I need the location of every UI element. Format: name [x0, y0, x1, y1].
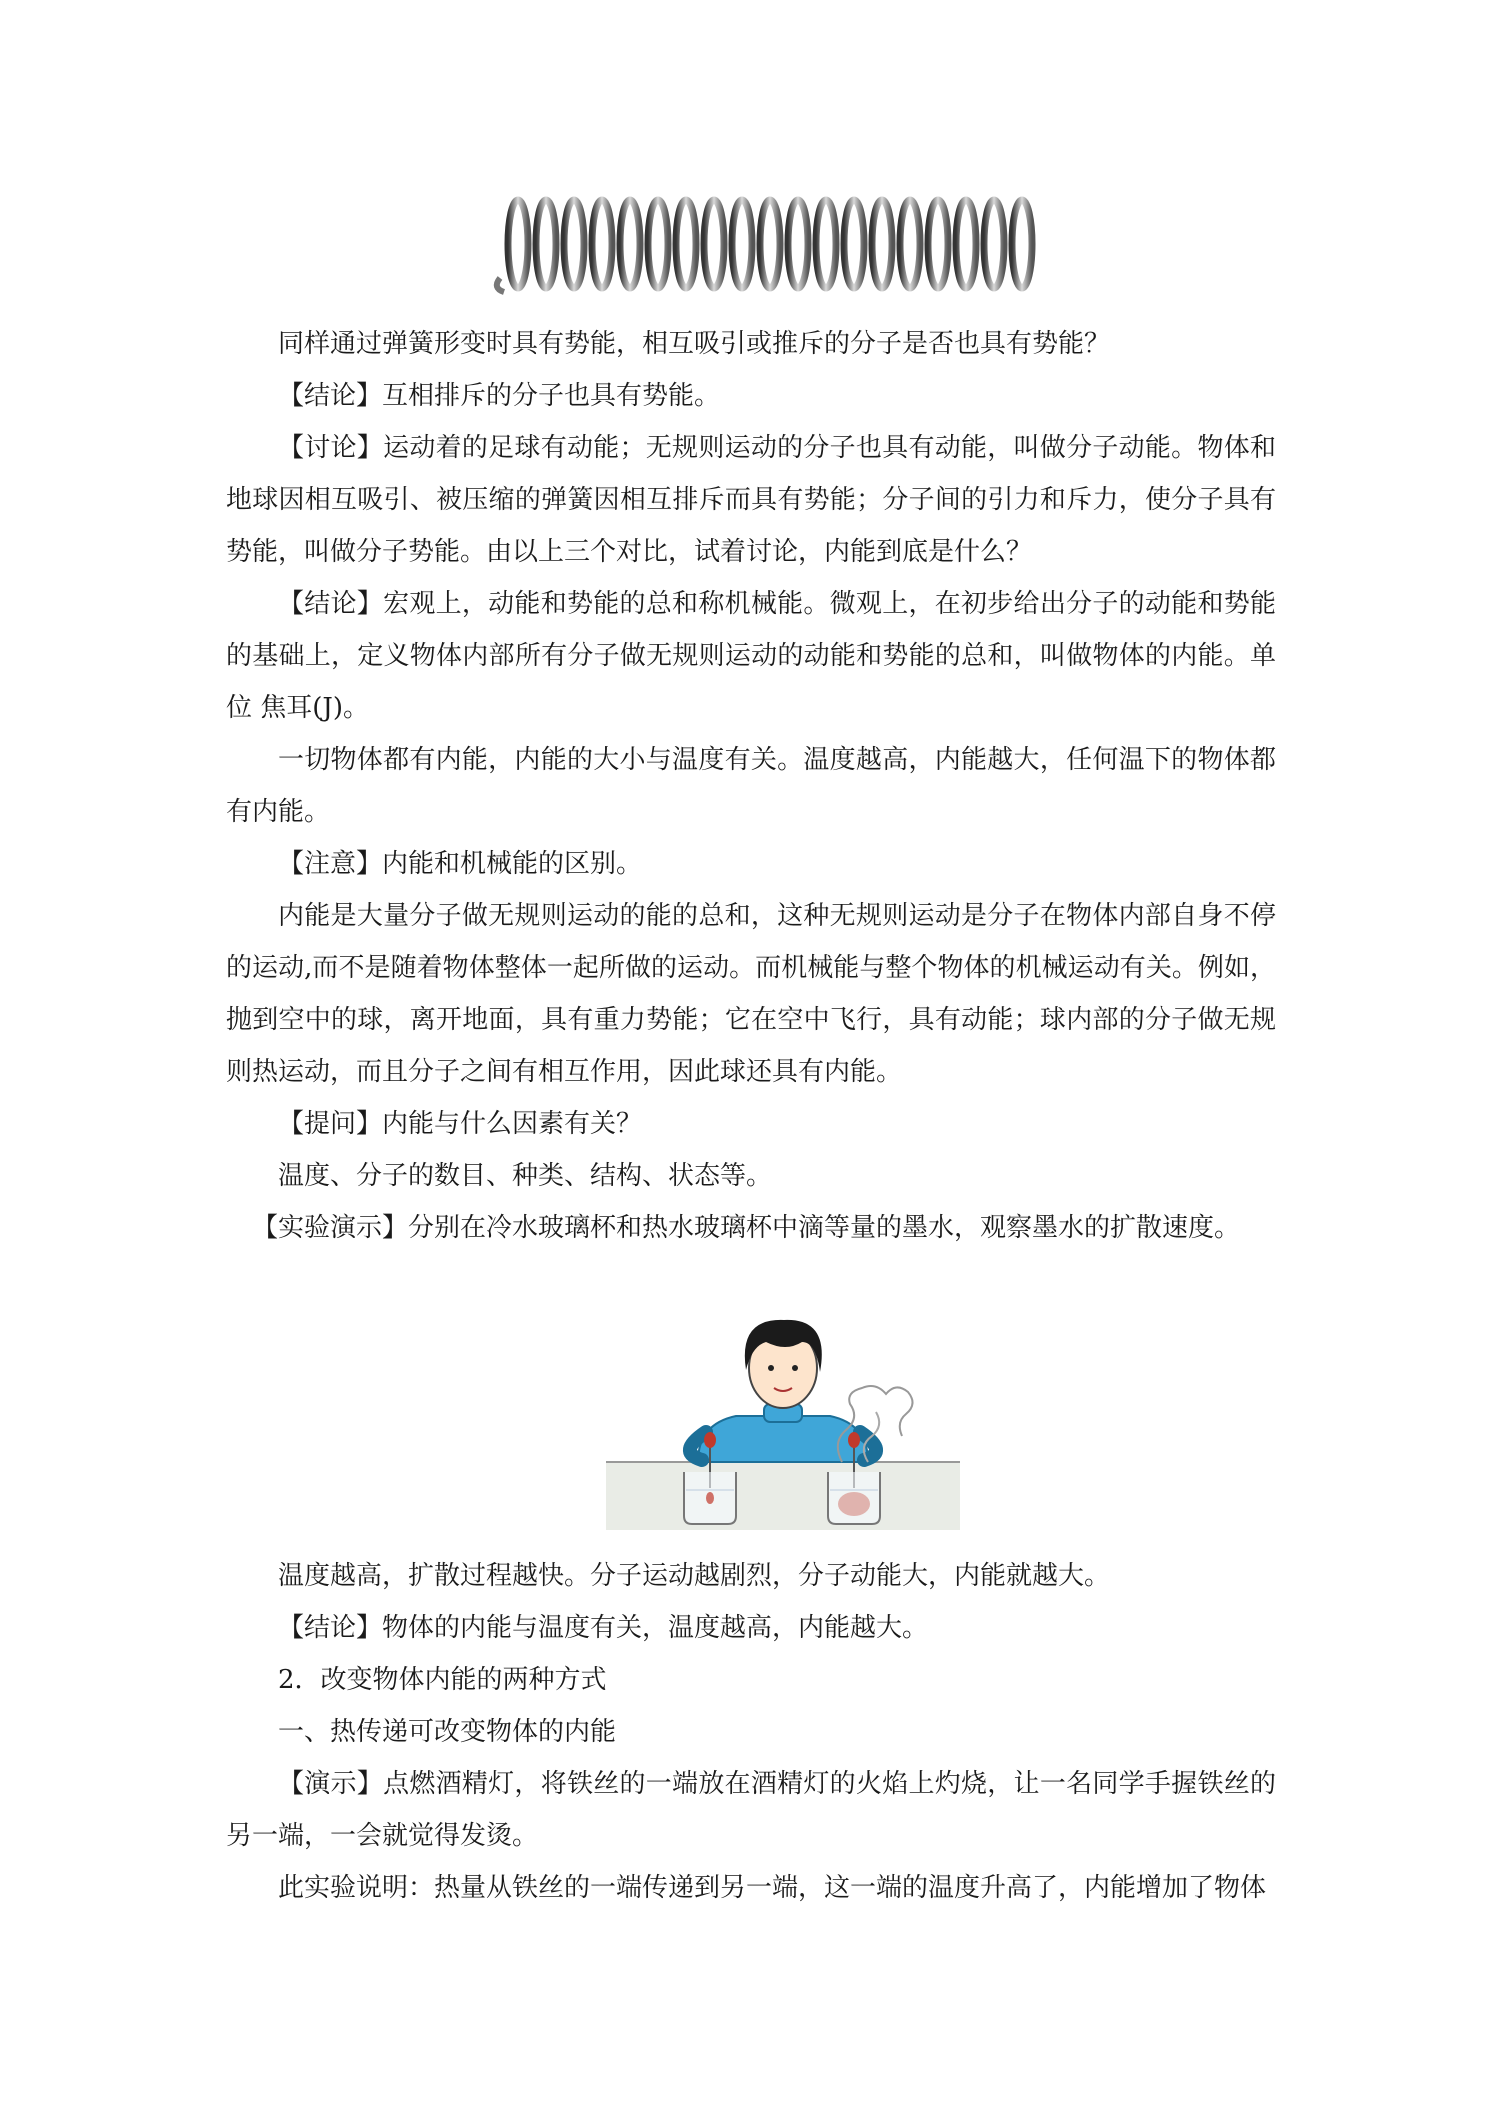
- spring-coil: [564, 200, 584, 288]
- spring-coil: [592, 200, 612, 288]
- spring-coil: [732, 200, 752, 288]
- spring-coil: [788, 200, 808, 288]
- paragraph: 一切物体都有内能，内能的大小与温度有关。温度越高，内能越大，任何温下的物体都有内能。: [226, 745, 1276, 827]
- spring-coil: [1012, 200, 1032, 288]
- spring-coil: [900, 200, 920, 288]
- spring-coil: [816, 200, 836, 288]
- spring-coil: [872, 200, 892, 288]
- spring-coil: [508, 200, 528, 288]
- paragraph: 【结论】互相排斥的分子也具有势能。: [278, 381, 721, 411]
- spring-coil: [620, 200, 640, 288]
- spring-coil: [676, 200, 696, 288]
- paragraph: 温度越高，扩散过程越快。分子运动越剧烈，分子动能大，内能就越大。: [278, 1561, 1111, 1591]
- spring-coil: [648, 200, 668, 288]
- paragraph: 【演示】点燃酒精灯，将铁丝的一端放在酒精灯的火焰上灼烧，让一名同学手握铁丝的另一端，一会就觉得发烫。: [226, 1769, 1276, 1851]
- spring-coil: [984, 200, 1004, 288]
- paragraph: 同样通过弹簧形变时具有势能，相互吸引或推斥的分子是否也具有势能？: [278, 329, 1111, 359]
- paragraph: 【讨论】运动着的足球有动能；无规则运动的分子也具有动能，叫做分子动能。物体和地球因相互吸引、被压缩的弹簧因相互排斥而具有势能；分子间的引力和斥力，使分子具有势能，叫做分子势能。由以上三个对比，试着讨论，内能到底是什么？: [226, 433, 1276, 567]
- paragraph: 此实验说明：热量从铁丝的一端传递到另一端，这一端的温度升高了，内能增加了物体: [278, 1873, 1267, 1903]
- spring-coil: [844, 200, 864, 288]
- paragraph: 【注意】内能和机械能的区别。: [278, 849, 643, 879]
- paragraph: 2．改变物体内能的两种方式: [278, 1665, 607, 1695]
- paragraph: 【提问】内能与什么因素有关？: [278, 1109, 643, 1139]
- paragraph: 【结论】物体的内能与温度有关，温度越高，内能越大。: [278, 1613, 929, 1643]
- table-surface: [606, 1462, 960, 1530]
- paragraph: 【结论】宏观上，动能和势能的总和称机械能。微观上，在初步给出分子的动能和势能的基础上，定义物体内部所有分子做无规则运动的动能和势能的总和，叫做物体的内能。单位 焦耳(J)。: [226, 589, 1276, 723]
- ink-diffusion-illustration: [606, 1312, 960, 1530]
- spring-coil: [760, 200, 780, 288]
- spring-coil: [956, 200, 976, 288]
- paragraph: 温度、分子的数目、种类、结构、状态等。: [278, 1161, 773, 1191]
- paragraph: 内能是大量分子做无规则运动的能的总和，这种无规则运动是分子在物体内部自身不停的运动,而不是随着物体整体一起所做的运动。而机械能与整个物体的机械运动有关。例如，抛到空中的球，离开地面，具有重力势能；它在空中飞行，具有动能；球内部的分子做无规则热运动，而且分子之间有相互作用，因此球还具有内能。: [226, 901, 1276, 1087]
- spring-coil: [928, 200, 948, 288]
- spring-illustration: [488, 188, 1058, 306]
- paragraph: 【实验演示】分别在冷水玻璃杯和热水玻璃杯中滴等量的墨水，观察墨水的扩散速度。: [252, 1213, 1241, 1243]
- paragraph: 一、热传递可改变物体的内能: [278, 1717, 617, 1747]
- spring-coil: [536, 200, 556, 288]
- spring-coil: [704, 200, 724, 288]
- spring-end: [497, 278, 504, 292]
